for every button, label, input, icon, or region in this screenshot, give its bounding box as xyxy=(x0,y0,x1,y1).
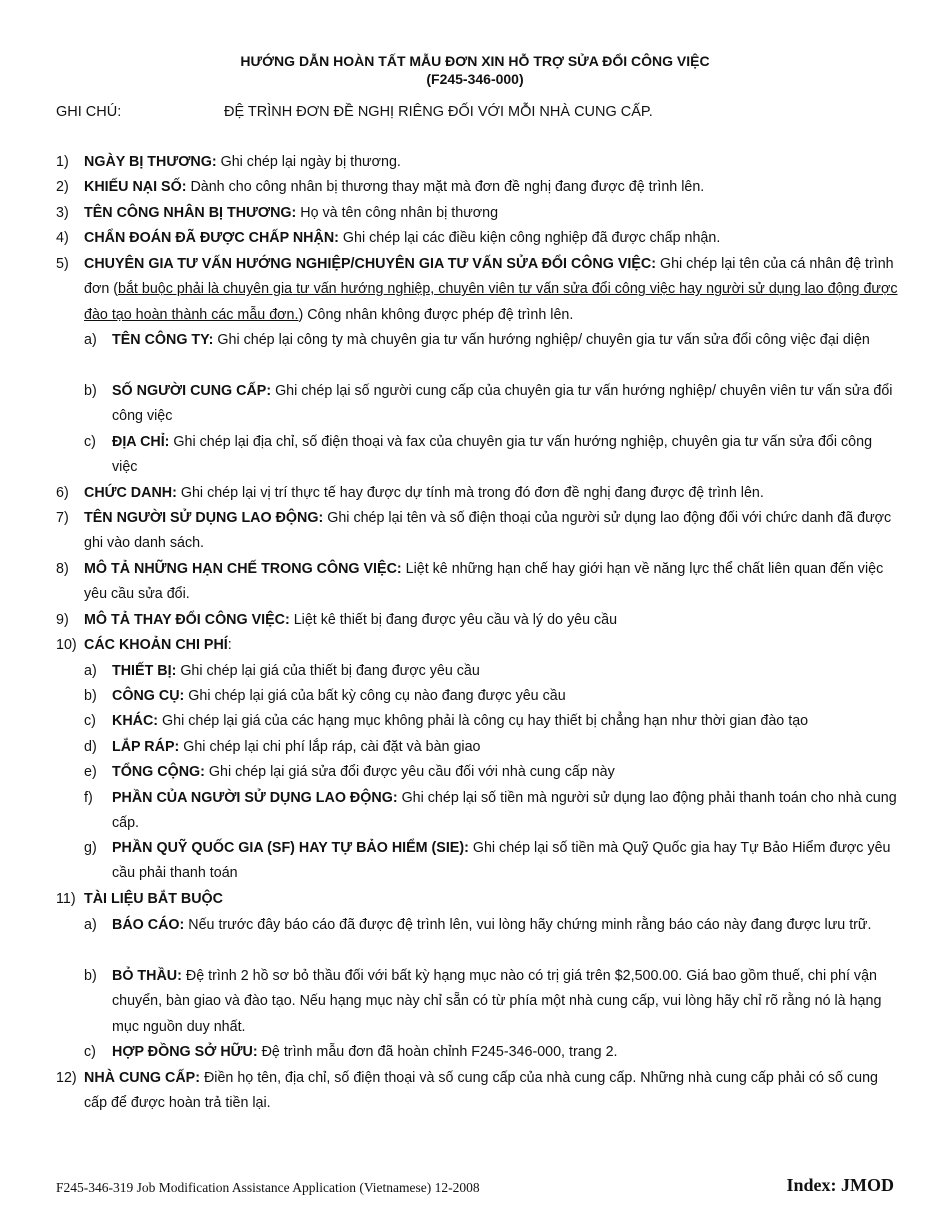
item-text: Ghi chép lại vị trí thực tế hay được dự tính mà trong đó đơn đề nghị đang được đệ trình lên. xyxy=(176,485,764,501)
item-text: Đệ trình mẫu đơn đã hoàn chỉnh F245-346-000, trang 2. xyxy=(257,1044,618,1060)
list-item-10b xyxy=(84,684,901,709)
item-text: Liệt kê thiết bị đang được yêu cầu và lý do yêu cầu xyxy=(289,612,618,628)
item-text: Ghi chép lại chi phí lắp ráp, cài đặt và bàn giao xyxy=(179,739,481,755)
list-item-10f xyxy=(84,786,901,837)
item-letter: a) xyxy=(84,663,97,679)
item-tail-text: ) Công nhân không được phép đệ trình lên. xyxy=(298,306,574,323)
item-label: KHIẾU NẠI SỐ: xyxy=(84,179,187,195)
item-label: MÔ TẢ NHỮNG HẠN CHẾ TRONG CÔNG VIỆC: xyxy=(84,561,402,577)
list-item-12 xyxy=(56,1066,901,1117)
item-text: Ghi chép lại số tiền mà Quỹ Quốc gia hay Tự Bảo Hiểm được yêu cầu phải thanh toán xyxy=(112,840,891,882)
item-label: CHẨN ĐOÁN ĐÃ ĐƯỢC CHẤP NHẬN: xyxy=(84,230,339,246)
item-label: KHÁC: xyxy=(112,713,159,729)
item-label: CHUYÊN GIA TƯ VẤN HƯỚNG NGHIỆP/CHUYÊN GIA TƯ VẤN SỬA ĐỔI CÔNG VIỆC: xyxy=(84,256,656,272)
item-label: TÀI LIỆU BẮT BUỘC xyxy=(84,891,223,907)
item-label: LẮP RÁP: xyxy=(112,739,180,755)
list-item-4 xyxy=(56,226,901,251)
item-label: PHẦN QUỸ QUỐC GIA (SF) HAY TỰ BẢO HIỂM (SIE): xyxy=(112,840,469,856)
item-text: Ghi chép lại số người cung cấp của chuyên gia tư vấn hướng nghiệp/ chuyên viên tư vấn sửa đổi công việc xyxy=(112,383,893,425)
item-label: SỐ NGƯỜI CUNG CẤP: xyxy=(112,383,272,399)
item-text: Ghi chép lại giá của các hạng mục không phải là công cụ hay thiết bị chẳng hạn như thời gian đào tạo xyxy=(158,713,809,729)
footer-index: Index: JMOD xyxy=(786,1175,894,1195)
item-number: 2) xyxy=(56,179,69,195)
item-text: Liệt kê những hạn chế hay giới hạn về năng lực thể chất liên quan đến việc yêu cầu sửa đổi. xyxy=(84,561,884,603)
item-label: MÔ TẢ THAY ĐỔI CÔNG VIỆC: xyxy=(84,612,290,628)
list-item-11a xyxy=(84,913,901,938)
item-number: 11) xyxy=(56,891,76,907)
item-number: 4) xyxy=(56,230,69,246)
item-text: Ghi chép lại các điều kiện công nghiệp đã được chấp nhận. xyxy=(338,230,721,246)
item-letter: g) xyxy=(84,840,97,856)
note-text: ĐỆ TRÌNH ĐƠN ĐỀ NGHỊ RIÊNG ĐỐI VỚI MỖI NHÀ CUNG CẤP. xyxy=(224,104,653,120)
item-number: 6) xyxy=(56,485,69,501)
item-letter: c) xyxy=(84,713,96,729)
item-underlined-text: bắt buộc phải là chuyên gia tư vấn hướng nghiệp, chuyên viên tư vấn sửa đổi công việc hay người sử dụng lao động được đào tạo hoàn thành các mẫu đơn. xyxy=(84,281,898,323)
item-label: THIẾT BỊ: xyxy=(112,663,177,679)
item-text: Ghi chép lại giá của thiết bị đang được yêu cầu xyxy=(176,663,480,679)
footer-form-id: F245-346-319 Job Modification Assistance Application (Vietnamese) 12-2008 xyxy=(56,1180,480,1195)
item-text: Đệ trình 2 hồ sơ bỏ thầu đối với bất kỳ hạng mục nào có trị giá trên $2,500.00. Giá bao gồm thuế, chi phí vận chuyển, bàn giao và đào tạo. Nếu hạng mục này chỉ sẵn có từ phía một nhà cung cấp, vui lòng hãy chỉ rõ rằng nó là hạng mục nguồn duy nhất. xyxy=(112,968,882,1035)
list-item-5b xyxy=(84,379,901,430)
item-letter: e) xyxy=(84,764,97,780)
item-label: TÊN CÔNG NHÂN BỊ THƯƠNG: xyxy=(84,205,297,221)
list-item-9 xyxy=(56,608,901,633)
document-title: HƯỚNG DẪN HOÀN TẤT MẪU ĐƠN XIN HỖ TRỢ SỬA ĐỔI CÔNG VIỆC xyxy=(240,53,710,69)
item-letter: b) xyxy=(84,688,97,704)
item-label: TÊN NGƯỜI SỬ DỤNG LAO ĐỘNG: xyxy=(84,510,324,526)
item-label: BỎ THẦU: xyxy=(112,968,182,984)
item-label: TỔNG CỘNG: xyxy=(112,764,205,780)
list-item-10a xyxy=(84,659,901,684)
item-text: Ghi chép lại tên và số điện thoại của người sử dụng lao động đối với chức danh đã được ghi vào danh sách. xyxy=(84,510,892,552)
item-label: TÊN CÔNG TY: xyxy=(112,332,214,348)
form-number: (F245-346-000) xyxy=(426,71,524,87)
item-letter: d) xyxy=(84,739,97,755)
list-item-10d xyxy=(84,735,901,760)
item-number: 5) xyxy=(56,256,69,272)
item-label: CHỨC DANH: xyxy=(84,485,177,501)
item-text: Ghi chép lại tên của cá nhân đệ trình đơn ( xyxy=(84,256,894,298)
item-label: NGÀY BỊ THƯƠNG: xyxy=(84,154,217,170)
list-item-10 xyxy=(56,633,901,658)
item-text: Dành cho công nhân bị thương thay mặt mà đơn đề nghị đang được đệ trình lên. xyxy=(186,179,705,195)
item-text: Ghi chép lại công ty mà chuyên gia tư vấn hướng nghiệp/ chuyên gia tư vấn sửa đổi công việc đại diện xyxy=(213,332,870,348)
note-label: GHI CHÚ: xyxy=(56,104,122,120)
list-item-11 xyxy=(56,887,901,912)
item-number: 3) xyxy=(56,205,69,221)
item-number: 12) xyxy=(56,1070,77,1086)
item-label: NHÀ CUNG CẤP: xyxy=(84,1070,200,1086)
item-label: ĐỊA CHỈ: xyxy=(112,434,170,450)
list-item-2 xyxy=(56,175,901,200)
list-item-3 xyxy=(56,201,901,226)
list-item-10g xyxy=(84,836,901,887)
list-item-5c xyxy=(84,430,901,481)
item-letter: c) xyxy=(84,434,96,450)
list-item-11c xyxy=(84,1040,901,1065)
item-label: CÔNG CỤ: xyxy=(112,688,185,704)
list-item-11b xyxy=(84,964,901,1040)
item-label: HỢP ĐỒNG SỞ HỮU: xyxy=(112,1044,258,1060)
item-number: 8) xyxy=(56,561,69,577)
item-text: Ghi chép lại địa chỉ, số điện thoại và fax của chuyên gia tư vấn hướng nghiệp, chuyên gia tư vấn sửa đổi công việc xyxy=(112,434,873,476)
item-letter: a) xyxy=(84,917,97,933)
list-item-5a xyxy=(84,328,901,353)
item-letter: b) xyxy=(84,968,97,984)
list-item-5 xyxy=(56,252,901,328)
list-item-10e xyxy=(84,760,901,785)
list-item-6 xyxy=(56,481,901,506)
list-item-10c xyxy=(84,709,901,734)
item-text: Ghi chép lại ngày bị thương. xyxy=(216,154,401,170)
item-label: PHẦN CỦA NGƯỜI SỬ DỤNG LAO ĐỘNG: xyxy=(112,790,398,806)
item-number: 1) xyxy=(56,154,69,170)
item-letter: a) xyxy=(84,332,97,348)
item-label: CÁC KHOẢN CHI PHÍ xyxy=(84,637,228,653)
item-text: Ghi chép lại số tiền mà người sử dụng lao động phải thanh toán cho nhà cung cấp. xyxy=(112,790,897,832)
item-number: 9) xyxy=(56,612,69,628)
item-letter: c) xyxy=(84,1044,96,1060)
item-text: Điền họ tên, địa chỉ, số điện thoại và số cung cấp của nhà cung cấp. Những nhà cung cấp phải có số cung cấp để được hoàn trả tiền lại. xyxy=(84,1070,878,1112)
list-item-1 xyxy=(56,150,901,175)
item-text: Nếu trước đây báo cáo đã được đệ trình lên, vui lòng hãy chứng minh rằng báo cáo này đang được lưu trữ. xyxy=(184,917,872,933)
item-label: BÁO CÁO: xyxy=(112,917,185,933)
list-item-7 xyxy=(56,506,901,557)
item-text: Ghi chép lại giá của bất kỳ công cụ nào đang được yêu cầu xyxy=(184,688,566,704)
item-number: 10) xyxy=(56,637,77,653)
item-text: Ghi chép lại giá sửa đổi được yêu cầu đối với nhà cung cấp này xyxy=(204,764,615,780)
item-text: Họ và tên công nhân bị thương xyxy=(296,205,499,221)
item-letter: b) xyxy=(84,383,97,399)
item-text: : xyxy=(227,637,232,653)
item-number: 7) xyxy=(56,510,69,526)
list-item-8 xyxy=(56,557,901,608)
item-letter: f) xyxy=(84,790,93,806)
